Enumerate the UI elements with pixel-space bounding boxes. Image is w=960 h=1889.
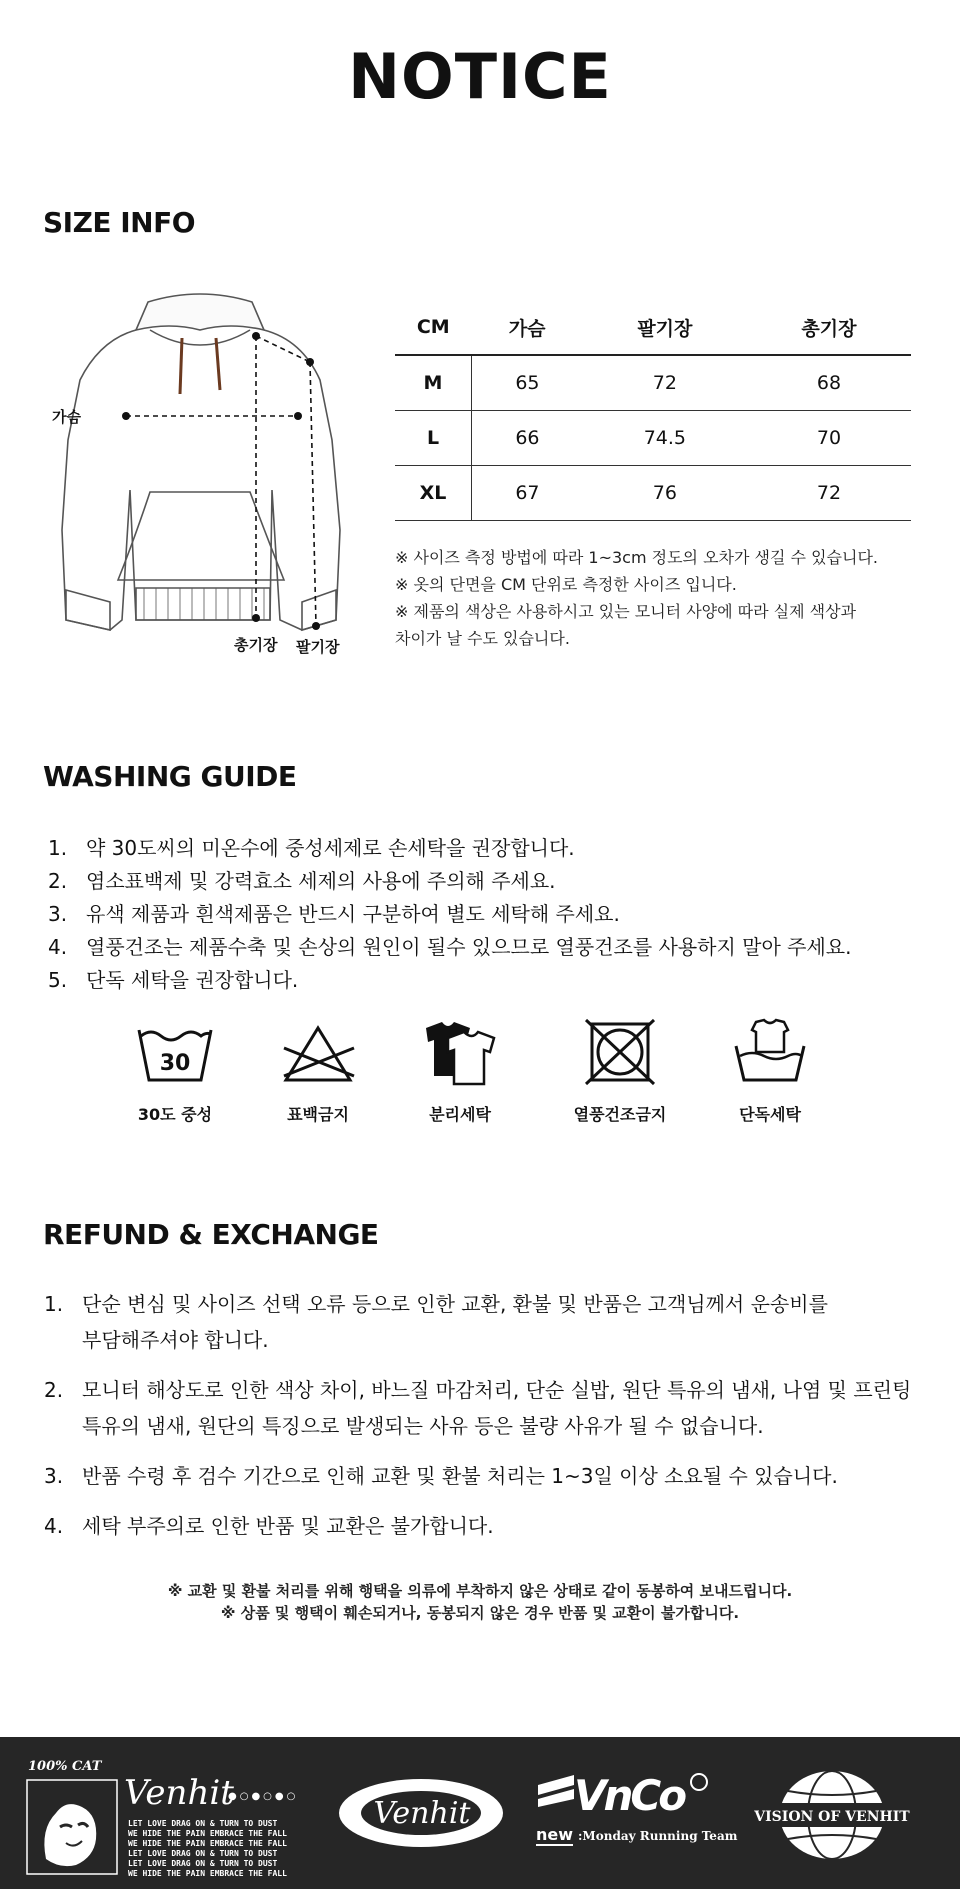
lyric-line: LET LOVE DRAG ON & TURN TO DUST <box>128 1819 278 1828</box>
chest-cell: 66 <box>472 411 583 466</box>
size-note: 차이가 날 수도 있습니다. <box>395 629 570 648</box>
separate-wash-icon <box>420 1018 500 1088</box>
size-table <box>395 300 911 521</box>
care-icon-label: 단독세탁 <box>739 1105 801 1124</box>
lyric-line: WE HIDE THE PAIN EMBRACE THE FALL <box>128 1829 287 1838</box>
venhit-script-logo: Venhit <box>124 1773 234 1813</box>
list-text <box>82 1458 924 1494</box>
table-row <box>395 355 911 411</box>
wash-temperature-text: 30 <box>159 1051 191 1076</box>
page-title: NOTICE <box>348 40 612 113</box>
care-icon-label: 열풍건조금지 <box>573 1105 667 1124</box>
lyric-line: WE HIDE THE PAIN EMBRACE THE FALL <box>128 1869 287 1878</box>
care-icon-label: 분리세탁 <box>429 1105 491 1124</box>
list-text-line: 반품 수령 후 검수 기간으로 인해 교환 및 환불 처리는 1~3일 이상 소요될 수 있습니다. <box>82 1464 838 1488</box>
care-icon-no-bleach <box>248 1018 388 1125</box>
care-icon-wash-30 <box>105 1018 245 1125</box>
lyric-line: LET LOVE DRAG ON & TURN TO DUST <box>128 1849 278 1858</box>
list-number: 4. <box>44 1514 64 1538</box>
washing-guide-heading: WASHING GUIDE <box>43 760 297 793</box>
globe-logo-text: VISION OF VENHIT <box>754 1809 910 1825</box>
col-header-chest: 가슴 <box>472 300 583 355</box>
hoodie-size-diagram <box>40 290 360 660</box>
table-row <box>395 411 911 466</box>
sleeve-cell: 74.5 <box>583 411 747 466</box>
sleeve-cell: 72 <box>583 355 747 411</box>
care-icon-single-wash <box>700 1018 840 1125</box>
lyrics-block <box>128 1819 287 1879</box>
chest-cell: 65 <box>472 355 583 411</box>
col-header-sleeve: 팔기장 <box>583 300 747 355</box>
list-text: 열풍건조는 제품수축 및 손상의 원인이 될수 있으므로 열풍건조를 사용하지 말아 주세요. <box>86 935 852 959</box>
care-icons <box>100 1018 840 1128</box>
chest-label: 가슴 <box>52 408 81 426</box>
list-item <box>48 832 851 865</box>
list-text <box>82 1508 924 1544</box>
chest-cell: 67 <box>472 466 583 521</box>
list-text: 유색 제품과 흰색제품은 반드시 구분하여 별도 세탁해 주세요. <box>86 902 620 926</box>
table-row <box>395 466 911 521</box>
list-number: 3. <box>44 1464 64 1488</box>
list-text-line: 세탁 부주의로 인한 반품 및 교환은 불가합니다. <box>82 1514 494 1538</box>
list-item <box>44 1508 924 1544</box>
sleeve-cell: 76 <box>583 466 747 521</box>
sleeve-label: 팔기장 <box>296 638 340 656</box>
list-text-line: 특유의 냄새, 원단의 특징으로 발생되는 사유 등은 불량 사유가 될 수 없습니다. <box>82 1414 764 1438</box>
length-label: 총기장 <box>234 636 278 654</box>
list-item <box>48 898 851 931</box>
list-text: 염소표백제 및 강력효소 세제의 사용에 주의해 주세요. <box>86 869 556 893</box>
vnco-logo: VnCo <box>574 1771 685 1820</box>
vnco-circle-badge <box>690 1773 708 1791</box>
length-cell: 68 <box>747 355 911 411</box>
care-icon-separate-wash <box>390 1018 530 1125</box>
vnco-new-label: new <box>536 1825 574 1844</box>
size-notes <box>395 544 878 652</box>
cat-portrait-icon <box>26 1779 118 1875</box>
refund-exchange-heading: REFUND & EXCHANGE <box>43 1218 379 1251</box>
no-bleach-icon <box>278 1018 358 1088</box>
refund-list <box>44 1286 924 1558</box>
list-number: 2. <box>48 869 68 893</box>
size-cell: XL <box>395 466 472 521</box>
brand-footer <box>0 1737 960 1889</box>
list-text-line: 단순 변심 및 사이즈 선택 오류 등으로 인한 교환, 환불 및 반품은 고객님께서 운송비를 <box>82 1292 828 1316</box>
length-cell: 70 <box>747 411 911 466</box>
list-item <box>48 865 851 898</box>
list-item <box>48 931 851 964</box>
col-header-cm: CM <box>395 300 472 355</box>
refund-note: ※ 교환 및 환불 처리를 위해 행택을 의류에 부착하지 않은 상태로 같이 동봉하여 보내드립니다. <box>167 1582 793 1600</box>
refund-notes <box>0 1580 960 1624</box>
list-number: 3. <box>48 902 68 926</box>
list-number: 5. <box>48 968 68 992</box>
list-text-line: 부담해주셔야 합니다. <box>82 1328 269 1352</box>
list-number: 4. <box>48 935 68 959</box>
size-cell: L <box>395 411 472 466</box>
list-item <box>44 1458 924 1494</box>
col-header-length: 총기장 <box>747 300 911 355</box>
care-icon-label: 30도 중성 <box>137 1105 213 1124</box>
washing-list <box>48 832 851 997</box>
size-table-header-row <box>395 300 911 355</box>
list-text: 약 30도씨의 미온수에 중성세제로 손세탁을 권장합니다. <box>86 836 575 860</box>
list-number: 1. <box>48 836 68 860</box>
size-cell: M <box>395 355 472 411</box>
list-item <box>44 1372 924 1444</box>
list-number: 1. <box>44 1292 64 1316</box>
list-text-line: 모니터 해상도로 인한 색상 차이, 바느질 마감처리, 단순 실밥, 원단 특유의 냄새, 나염 및 프린팅 <box>82 1378 912 1402</box>
vnco-flag-icon <box>536 1773 576 1809</box>
size-note: ※ 사이즈 측정 방법에 따라 1~3cm 정도의 오차가 생길 수 있습니다. <box>395 548 878 567</box>
list-text <box>82 1372 924 1444</box>
size-note: ※ 제품의 색상은 사용하시고 있는 모니터 사양에 따라 실제 색상과 <box>395 602 857 621</box>
refund-note: ※ 상품 및 행택이 훼손되거나, 동봉되지 않은 경우 반품 및 교환이 불가합니다. <box>220 1604 740 1622</box>
hoodie-illustration <box>40 290 360 660</box>
list-text: 단독 세탁을 권장합니다. <box>86 968 299 992</box>
size-info-heading: SIZE INFO <box>43 206 196 239</box>
lyric-line: LET LOVE DRAG ON & TURN TO DUST <box>128 1859 278 1868</box>
globe-logo-icon <box>752 1767 912 1863</box>
care-icon-no-tumble-dry <box>550 1018 690 1125</box>
length-cell: 72 <box>747 466 911 521</box>
cat-badge: 100% CAT <box>28 1759 102 1774</box>
size-note: ※ 옷의 단면을 CM 단위로 측정한 사이즈 입니다. <box>395 575 737 594</box>
list-text <box>82 1286 924 1358</box>
list-item <box>48 964 851 997</box>
dots-decoration: ●○●○●○ <box>228 1791 299 1802</box>
list-item <box>44 1286 924 1358</box>
lyric-line: WE HIDE THE PAIN EMBRACE THE FALL <box>128 1839 287 1848</box>
vnco-subtitle: :Monday Running Team <box>578 1829 738 1843</box>
single-wash-icon <box>730 1018 810 1088</box>
venhit-oval-text: Venhit <box>373 1796 471 1831</box>
care-icon-label: 표백금지 <box>287 1105 349 1124</box>
list-number: 2. <box>44 1378 64 1402</box>
no-tumble-dry-icon <box>580 1018 660 1088</box>
venhit-oval-logo <box>336 1775 506 1851</box>
wash-30-icon <box>135 1018 215 1088</box>
